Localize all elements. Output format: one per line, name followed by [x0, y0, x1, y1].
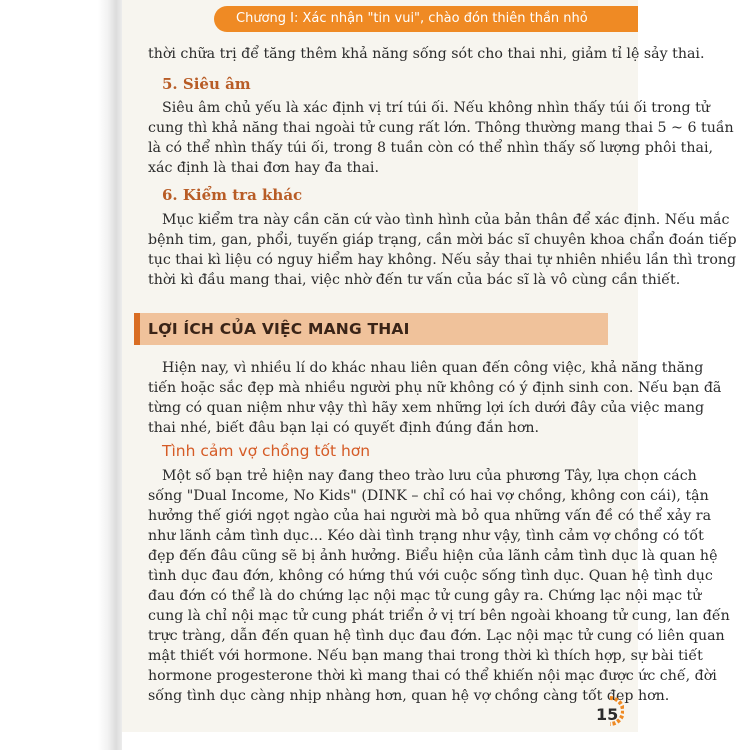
benefits-intro-line: từng có quan niệm như vậy thì hãy xem những lợi ích dưới đây của việc mang	[148, 400, 705, 416]
section-6-line: bệnh tim, gan, phổi, tuyến giáp trạng, cần mời bác sĩ chuyên khoa chẩn đoán tiếp	[148, 232, 737, 248]
section-5-line: xác định là thai đơn hay đa thai.	[148, 160, 379, 176]
topic-line: cung là chỉ nội mạc tử cung phát triển ở vị trí bên ngoài khoang tử cung, lan đến	[148, 608, 730, 624]
benefits-intro-line: thai nhé, biết đâu bạn lại có quyết định đúng đắn hơn.	[148, 420, 540, 436]
section-6-heading: 6. Kiểm tra khác	[162, 186, 303, 204]
section-5-heading: 5. Siêu âm	[162, 75, 251, 93]
topic-line: đẹp đến đâu cũng sẽ bị ảnh hưởng. Biểu hiện của lãnh cảm tình dục là quan hệ	[148, 548, 718, 564]
benefits-section-title: LỢI ÍCH CỦA VIỆC MANG THAI	[148, 320, 410, 338]
topic-line: trực tràng, dẫn đến quan hệ tình dục đau đớn. Lạc nội mạc tử cung có liên quan	[148, 628, 725, 644]
benefits-intro-line: tiến hoặc sắc đẹp mà nhiều người phụ nữ không có ý định sinh con. Nếu bạn đã	[148, 380, 722, 396]
topic-line: hormone progesterone thời kì mang thai có thể khiến nội mạc được ức chế, đời	[148, 668, 717, 684]
topic-line: Một số bạn trẻ hiện nay đang theo trào lưu của phương Tây, lựa chọn cách	[162, 468, 697, 484]
section-5-line: cung thì khả năng thai ngoài tử cung rất lớn. Thông thường mang thai 5 ~ 6 tuần	[148, 120, 734, 136]
topic-heading: Tình cảm vợ chồng tốt hơn	[162, 442, 371, 460]
topic-line: hưởng thế giới ngọt ngào của hai người mà bỏ qua những vấn đề có thể xảy ra	[148, 508, 712, 524]
chapter-title: Chương I: Xác nhận "tin vui", chào đón thiên thần nhỏ	[236, 11, 588, 26]
section-6-line: tục thai kì liệu có nguy hiểm hay không. Nếu sảy thai tự nhiên nhiều lần thì trong	[148, 252, 737, 268]
page-number: 15	[596, 705, 619, 724]
section-5-line: là có thể nhìn thấy túi ối, trong 8 tuần còn có thể nhìn thấy số lượng phôi thai,	[148, 140, 713, 156]
intro-line: thời chữa trị để tăng thêm khả năng sống sót cho thai nhi, giảm tỉ lệ sảy thai.	[148, 46, 705, 62]
benefits-intro-line: Hiện nay, vì nhiều lí do khác nhau liên quan đến công việc, khả năng thăng	[162, 360, 704, 376]
topic-line: mật thiết với hormone. Nếu bạn mang thai trong thời kì thích hợp, sự bài tiết	[148, 648, 703, 664]
topic-line: đau đớn có thể là do chứng lạc nội mạc tử cung gây ra. Chứng lạc nội mạc tử	[148, 588, 702, 604]
topic-line: như lãnh cảm tình dục... Kéo dài tình trạng như vậy, tình cảm vợ chồng có tốt	[148, 528, 704, 544]
section-6-line: Mục kiểm tra này cần căn cứ vào tình hình của bản thân để xác định. Nếu mắc	[162, 212, 730, 228]
scan-margin	[0, 0, 122, 750]
benefits-section-accent	[134, 313, 140, 345]
topic-line: sống "Dual Income, No Kids" (DINK – chỉ có hai vợ chồng, không con cái), tận	[148, 488, 709, 504]
topic-line: sống tình dục càng nhịp nhàng hơn, quan hệ vợ chồng càng tốt đẹp hơn.	[148, 688, 670, 704]
section-6-line: thời kì đầu mang thai, việc nhờ đến tư vấn của bác sĩ là vô cùng cần thiết.	[148, 272, 681, 288]
section-5-line: Siêu âm chủ yếu là xác định vị trí túi ối. Nếu không nhìn thấy túi ối trong tử	[162, 100, 710, 116]
topic-line: tình dục đau đớn, không có hứng thú với cuộc sống tình dục. Quan hệ tình dục	[148, 568, 713, 584]
